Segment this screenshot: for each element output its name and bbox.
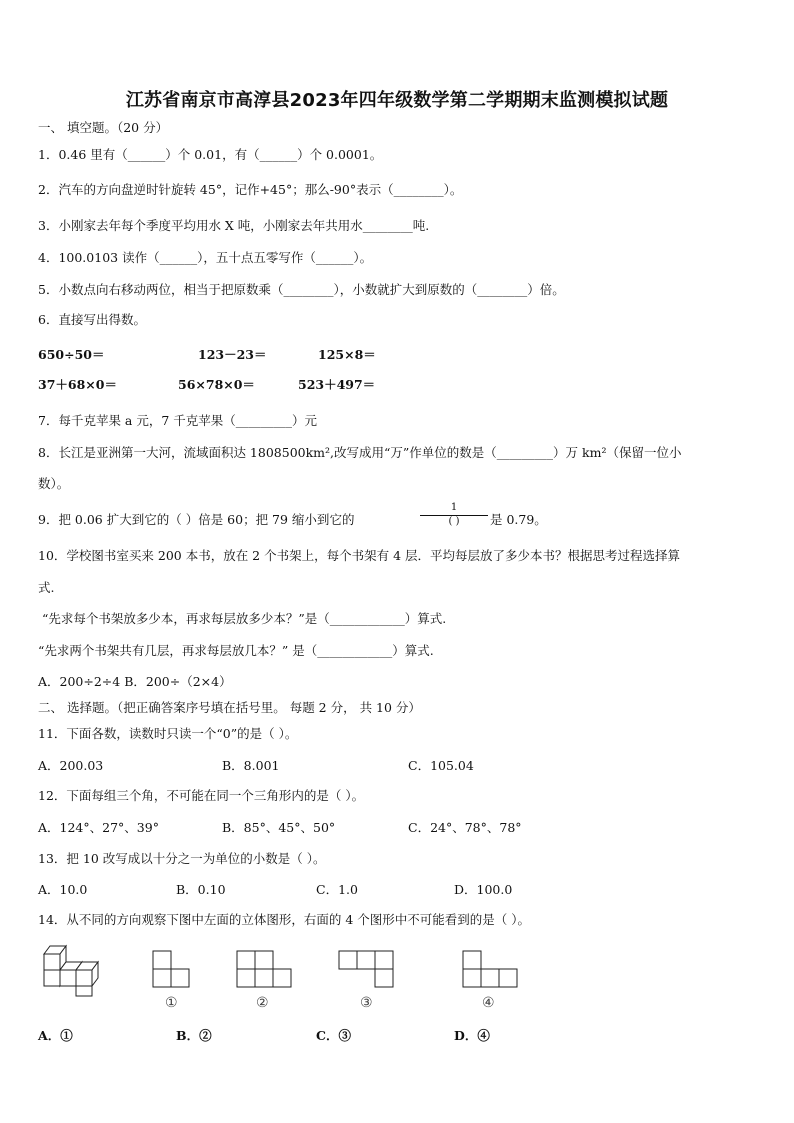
view-figure-4	[462, 950, 522, 990]
option-d: D．④	[454, 1028, 490, 1043]
view-figure-2	[236, 950, 294, 990]
question-10-line1: 10．学校图书室买来 200 本书，放在 2 个书架上，每个书架有 4 层．平均每层放了多少本书？根据思考过程选择算	[38, 548, 681, 563]
question-9-part-b: 是 0.79。	[490, 512, 547, 527]
option-a: A．①	[38, 1028, 73, 1043]
calc-item: 37＋68×0＝	[38, 377, 117, 392]
option-b: B．②	[176, 1028, 212, 1043]
option-c: C．105.04	[408, 758, 474, 773]
view-figure-3	[338, 950, 398, 990]
option-a: A．124°、27°、39°	[38, 820, 159, 835]
view-label-3: ③	[360, 995, 373, 1011]
question-4: 4．100.0103 读作（______），五十点五零写作（______）。	[38, 250, 373, 265]
option-a: A．10.0	[38, 882, 88, 897]
fraction-numerator: 1	[450, 502, 458, 513]
question-8-line1: 8．长江是亚洲第一大河，流域面积达 1808500km²,改写成用“万”作单位的数是（_________）万 km²（保留一位小	[38, 445, 682, 460]
fraction-denominator: ( )	[448, 516, 460, 527]
question-11: 11．下面各数，读数时只读一个“0”的是（ ）。	[38, 726, 298, 741]
calc-item: 523＋497＝	[298, 377, 376, 392]
question-14: 14．从不同的方向观察下图中左面的立体图形，右面的 4 个图形中不可能看到的是（ ）。	[38, 912, 531, 927]
question-8-line2: 数）。	[38, 476, 70, 491]
section-1-heading: 一、 填空题。（20 分）	[38, 120, 169, 135]
option-c: C．③	[316, 1028, 351, 1043]
option-c: C．24°、78°、78°	[408, 820, 522, 835]
option-b: B．0.10	[176, 882, 226, 897]
fraction	[420, 502, 488, 528]
section-2-heading: 二、 选择题。（把正确答案序号填在括号里。 每题 2 分， 共 10 分）	[38, 700, 421, 715]
option-b: B．85°、45°、50°	[222, 820, 336, 835]
question-13: 13．把 10 改写成以十分之一为单位的小数是（ ）。	[38, 851, 326, 866]
option-a: A．200.03	[38, 758, 104, 773]
view-label-4: ④	[482, 995, 495, 1011]
calc-item: 125×8＝	[318, 347, 376, 362]
question-3: 3．小刚家去年每个季度平均用水 X 吨，小刚家去年共用水________吨.	[38, 218, 430, 233]
option-d: D．100.0	[454, 882, 513, 897]
page-title: 江苏省南京市高淳县2023年四年级数学第二学期期末监测模拟试题	[125, 90, 669, 111]
question-10-line2: 式.	[38, 580, 55, 595]
question-1: 1．0.46 里有（______）个 0.01，有（______）个 0.0001。	[38, 147, 383, 162]
view-figure-1	[152, 950, 194, 990]
question-10-options: A．200÷2÷4 B．200÷（2×4）	[38, 674, 232, 689]
question-6: 6．直接写出得数。	[38, 312, 146, 327]
question-10-line4: “先求两个书架共有几层，再求每层放几本？” 是（____________）算式.	[38, 643, 434, 658]
question-7: 7．每千克苹果 a 元，7 千克苹果（_________）元	[38, 413, 318, 428]
option-c: C．1.0	[316, 882, 358, 897]
calc-item: 650÷50＝	[38, 347, 105, 362]
question-5: 5．小数点向右移动两位，相当于把原数乘（________），小数就扩大到原数的（________）倍。	[38, 282, 565, 297]
calc-item: 123－23＝	[198, 347, 267, 362]
question-12: 12．下面每组三个角，不可能在同一个三角形内的是（ ）。	[38, 788, 365, 803]
option-b: B．8.001	[222, 758, 280, 773]
solid-figure	[42, 942, 112, 998]
view-label-1: ①	[165, 995, 178, 1011]
question-2: 2．汽车的方向盘逆时针旋转 45°，记作+45°；那么-90°表示（________）。	[38, 182, 463, 197]
question-9-part-a: 9．把 0.06 扩大到它的（ ）倍是 60；把 79 缩小到它的	[38, 512, 355, 527]
view-label-2: ②	[256, 995, 269, 1011]
question-10-line3: “先求每个书架放多少本，再求每层放多少本？”是（____________）算式.	[42, 611, 447, 626]
calc-item: 56×78×0＝	[178, 377, 255, 392]
